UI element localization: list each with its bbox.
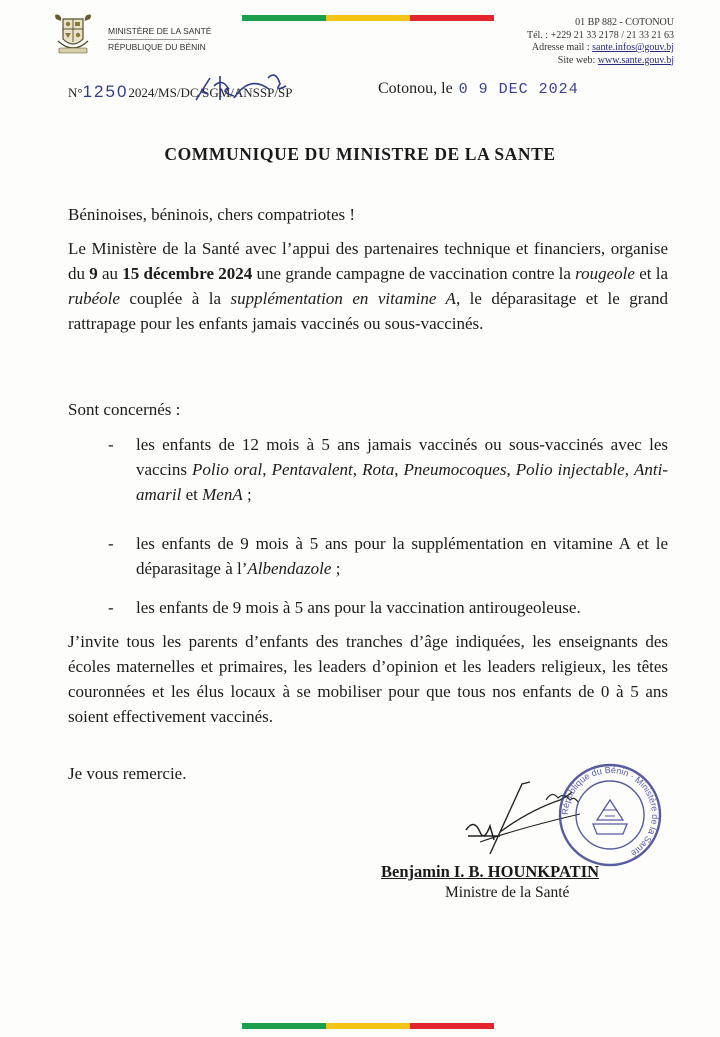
vaccine-anti-amaril: Anti-amaril <box>136 460 668 504</box>
intro-text-1: Le Ministère de la Santé avec l’appui des partenaires technique et financiers, organise du <box>68 239 668 283</box>
list-dash: - <box>108 534 114 553</box>
flag-stripe-top <box>242 15 494 21</box>
campaign-end-date: 15 décembre 2024 <box>122 264 253 283</box>
phone-numbers: Tél. : +229 21 33 2178 / 21 33 21 63 <box>526 29 674 41</box>
reference-prefix: N° <box>68 85 83 100</box>
handwritten-initials-icon <box>190 70 300 104</box>
item3-text: les enfants de 9 mois à 5 ans pour la vaccination antirougeoleuse. <box>136 598 581 617</box>
list-dash: - <box>108 435 114 454</box>
drug-albendazole: Albendazole <box>247 559 332 578</box>
email-label: Adresse mail : <box>531 42 590 53</box>
ministry-header <box>108 24 211 55</box>
list-item <box>108 531 668 581</box>
reference-suffix-b: /ANSSP/SP <box>230 85 293 100</box>
invitation-paragraph: J’invite tous les parents d’enfants des tranches d’âge indiquées, les enseignants des écoles maternelles et primaires, les leaders d’opinion et les leaders religieux, les têtes couronnées et les élus locaux à se mobiliser pour que tous nos enfants de 0 à 5 ans soient effectivement vaccinés. <box>68 632 668 726</box>
email-line <box>527 42 674 55</box>
item1-end: ; <box>242 485 252 504</box>
signatory-role: Ministre de la Santé <box>445 884 570 901</box>
email-link[interactable]: sante.infos@gouv.bj <box>592 42 674 53</box>
list-item <box>108 595 668 620</box>
contact-block <box>527 17 674 67</box>
list-dash: - <box>108 598 114 617</box>
intro-text-4: et la <box>634 264 668 283</box>
list-item <box>108 432 668 507</box>
disease-measles: rougeole <box>575 264 635 283</box>
vaccine-mena: MenA <box>202 485 243 504</box>
vaccine-pentavalent: Pentavalent <box>271 460 353 479</box>
place-label: Cotonou, le <box>378 80 453 97</box>
website-line <box>527 55 674 68</box>
item2-end: ; <box>331 559 341 578</box>
intro-paragraph <box>68 236 668 336</box>
disease-rubella: rubéole <box>68 289 120 308</box>
item1-sep: , <box>394 460 404 479</box>
website-label: Site web: <box>557 54 596 66</box>
reference-struck-part: DC/SGM <box>180 85 231 100</box>
item1-sep: , <box>262 460 272 479</box>
item1-sep: , <box>352 460 363 479</box>
item1-sep: et <box>181 485 203 504</box>
intro-text-6: , le déparasitage et le grand rattrapage pour les enfants jamais vaccinés ou sous-vaccinés. <box>68 289 668 333</box>
concerned-label: Sont concernés : <box>68 400 181 419</box>
flag-red-band <box>410 15 494 21</box>
date-stamp: 0 9 DEC 2024 <box>458 81 579 98</box>
closing-thanks: Je vous remercie. <box>68 764 187 783</box>
intro-text-5: couplée à la <box>119 289 231 308</box>
ministry-name: MINISTÈRE DE LA SANTÉ <box>108 26 212 36</box>
item1-sep: , <box>624 460 634 479</box>
flag-yellow-band <box>326 1023 410 1029</box>
website-link[interactable]: www.sante.gouv.bj <box>597 54 674 66</box>
place-and-date <box>378 80 579 98</box>
reference-handwritten-number: 1250 <box>82 82 129 101</box>
postal-box: 01 BP 882 - COTONOU <box>575 17 674 28</box>
vaccine-rota: Rota <box>362 460 395 479</box>
flag-stripe-bottom <box>242 1023 494 1029</box>
item1-sep: , <box>506 460 516 479</box>
flag-red-band <box>410 1023 494 1029</box>
vaccine-pneumococcal: Pneumocoques <box>403 460 507 479</box>
intro-text-2: au <box>97 264 123 283</box>
vaccine-polio-oral: Polio oral <box>192 460 263 479</box>
reference-suffix-a: 2024/MS/ <box>128 85 181 100</box>
vitamin-a-supplementation: supplémentation en vitamine A <box>230 289 456 308</box>
campaign-start-day: 9 <box>89 264 98 283</box>
ministry-seal-stamp-icon <box>555 760 665 870</box>
flag-green-band <box>242 15 326 21</box>
signatory-name: Benjamin I. B. HOUNKPATIN <box>381 862 600 881</box>
communique-title: COMMUNIQUE DU MINISTRE DE LA SANTE <box>164 144 556 164</box>
intro-text-3: une grande campagne de vaccination contre la <box>252 264 576 283</box>
benin-coat-of-arms-icon <box>50 11 96 57</box>
vaccine-polio-injectable: Polio injectable <box>515 460 625 479</box>
flag-green-band <box>242 1023 326 1029</box>
greeting: Béninoises, béninois, chers compatriotes ! <box>68 205 356 224</box>
seal-text: République du Bénin · Ministère de la Santé <box>559 764 661 859</box>
flag-yellow-band <box>326 15 410 21</box>
item1-text: les enfants de 12 mois à 5 ans jamais vaccinés ou sous-vaccinés avec les vaccins <box>136 435 668 479</box>
republic-name: RÉPUBLIQUE DU BÉNIN <box>108 42 206 52</box>
item2-text: les enfants de 9 mois à 5 ans pour la supplémentation en vitamine A et le déparasitage à l’ <box>136 534 668 578</box>
